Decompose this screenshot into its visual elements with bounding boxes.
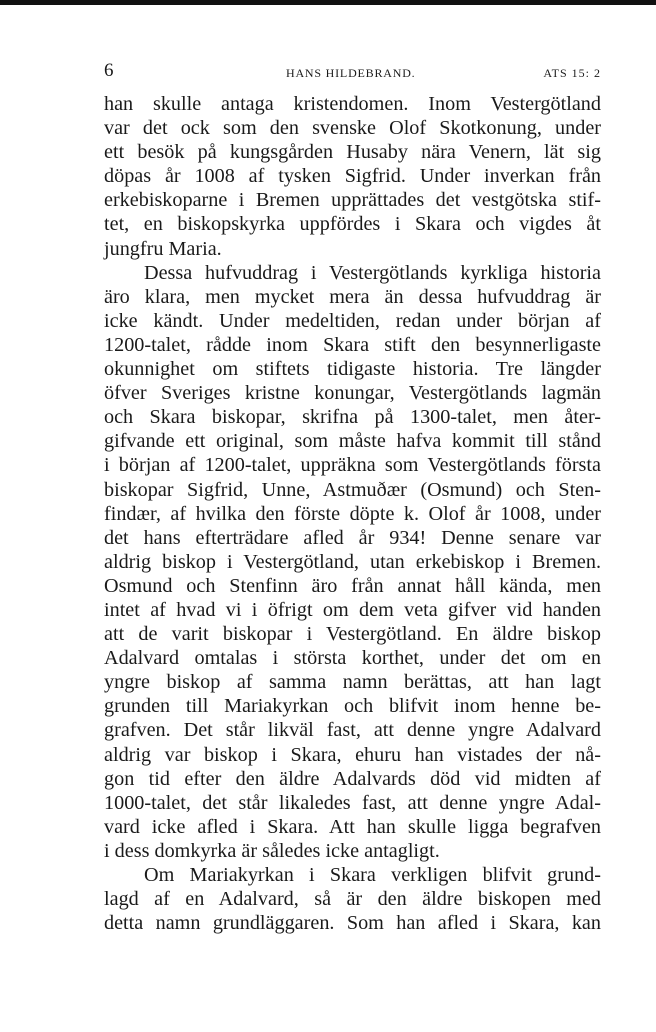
text-line: att de varit biskopar i Vestergötland. En äldre biskop: [104, 623, 601, 646]
text-line: detta namn grundläggaren. Som han afled i Skara, kan: [104, 912, 601, 935]
body-text: [104, 92, 601, 935]
top-edge-rule: [0, 0, 656, 5]
text-line: findær, af hvilka den förste döpte k. Olof år 1008, under: [104, 502, 601, 525]
page-number: 6: [104, 60, 114, 81]
text-line: aldrig var biskop i Skara, ehuru han vistades der nå-: [104, 743, 601, 766]
paragraph-1: [104, 92, 601, 261]
text-line: grafven. Det står likväl fast, att denne yngre Adalvard: [104, 719, 601, 742]
text-line: i dess domkyrka är således icke antagligt.: [104, 839, 440, 862]
text-line: 1200-talet, rådde inom Skara stift den besynnerligaste: [104, 333, 601, 356]
text-line: vard icke afled i Skara. Att han skulle ligga begrafven: [104, 815, 601, 838]
text-line: jungfru Maria.: [104, 237, 222, 260]
text-line: i början af 1200-talet, uppräkna som Vestergötlands första: [104, 454, 601, 477]
text-line: Om Mariakyrkan i Skara verkligen blifvit grund-: [144, 864, 601, 886]
paragraph-2: [104, 261, 601, 863]
text-line: erkebiskoparne i Bremen upprättades det vestgötska stif-: [104, 189, 601, 212]
text-line: grunden till Mariakyrkan och blifvit inom henne be-: [104, 695, 601, 718]
text-line: intet af hvad vi i öfrigt om dem veta gifver vid handen: [104, 598, 601, 621]
book-page: [104, 58, 601, 935]
running-head-title: HANS HILDEBRAND.: [286, 66, 416, 80]
text-line: aldrig biskop i Vestergötland, utan erkebiskop i Bremen.: [104, 550, 601, 573]
text-line: döpas år 1008 af tysken Sigfrid. Under inverkan från: [104, 165, 601, 188]
text-line: Osmund och Stenfinn äro från annat håll kända, men: [104, 574, 601, 597]
text-line: ett besök på kungsgården Husaby nära Venern, lät sig: [104, 141, 601, 164]
text-line: lagd af en Adalvard, så är den äldre biskopen med: [104, 888, 601, 911]
text-line: det hans efterträdare afled år 934! Denne senare var: [104, 526, 601, 549]
text-line: okunnighet om stiftets tidigaste historia. Tre längder: [104, 358, 601, 381]
text-line: Adalvard omtalas i största korthet, under det om en: [104, 647, 601, 670]
text-line: gifvande ett original, som måste hafva kommit till stånd: [104, 430, 601, 453]
running-head-signature: ATS 15: 2: [543, 66, 601, 80]
text-line: han skulle antaga kristendomen. Inom Vestergötland: [104, 93, 601, 115]
text-line: 1000-talet, det står likaledes fast, att denne yngre Adal-: [104, 791, 601, 814]
paragraph-3: [104, 863, 601, 935]
text-line: biskopar Sigfrid, Unne, Astmuðær (Osmund) och Sten-: [104, 478, 601, 501]
text-line: Dessa hufvuddrag i Vestergötlands kyrkliga historia: [144, 261, 601, 284]
text-line: öfver Sveriges kristne konungar, Vestergötlands lagmän: [104, 382, 601, 405]
text-line: var det ock som den svenske Olof Skotkonung, under: [104, 117, 601, 140]
running-head: [104, 58, 601, 88]
text-line: yngre biskop af samma namn berättas, att han lagt: [104, 671, 601, 694]
text-line: icke kändt. Under medeltiden, redan under början af: [104, 309, 601, 332]
text-line: äro klara, men mycket mera än dessa hufvuddrag är: [104, 285, 601, 308]
text-line: tet, en biskopskyrka uppfördes i Skara och vigdes åt: [104, 213, 601, 236]
text-line: och Skara biskopar, skrifna på 1300-talet, men åter-: [104, 406, 601, 429]
text-line: gon tid efter den äldre Adalvards död vid midten af: [104, 767, 601, 790]
